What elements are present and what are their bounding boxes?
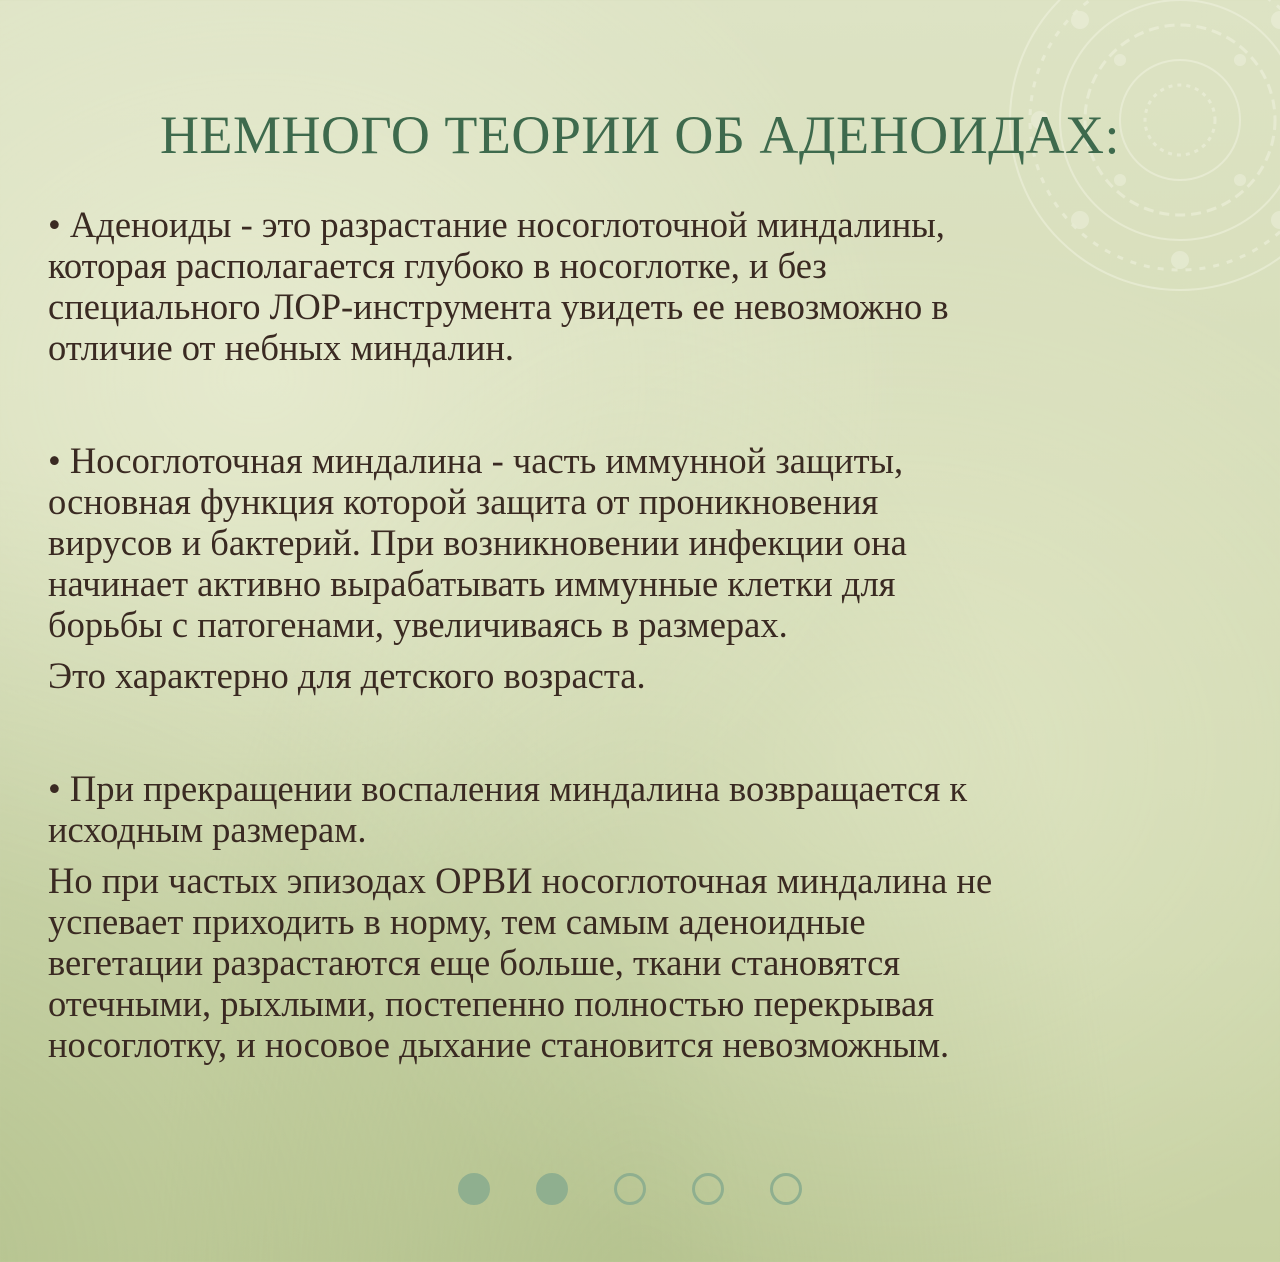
pagination-dot-3[interactable]	[614, 1173, 646, 1205]
text-line: исходным размерам.	[48, 809, 367, 850]
text-line: отличие от небных миндалин.	[48, 327, 515, 368]
text-line: основная функция которой защита от проникновения	[48, 481, 879, 522]
text-line: носоглотку, и носовое дыхание становится невозможным.	[48, 1024, 950, 1065]
text-line: Это характерно для детского возраста.	[48, 655, 646, 696]
carousel-pagination	[458, 1173, 802, 1205]
text-line: вирусов и бактерий. При возникновении инфекции она	[48, 522, 907, 563]
spacer	[48, 368, 1248, 440]
article-body	[48, 204, 1248, 1065]
pagination-dot-5[interactable]	[770, 1173, 802, 1205]
page-title: НЕМНОГО ТЕОРИИ ОБ АДЕНОИДАХ:	[159, 105, 1120, 165]
text-line: вегетации разрастаются еще больше, ткани становятся	[48, 942, 901, 983]
spacer	[48, 850, 1248, 860]
text-line: • При прекращении воспаления миндалина возвращается к	[48, 768, 968, 809]
paragraph-immune-function	[48, 440, 1248, 696]
text-line: • Носоглоточная миндалина - часть иммунной защиты,	[48, 440, 904, 481]
spacer	[48, 696, 1248, 768]
text-line: начинает активно вырабатывать иммунные клетки для	[48, 563, 896, 604]
pagination-dot-1[interactable]	[458, 1173, 490, 1205]
text-line: борьбы с патогенами, увеличиваясь в размерах.	[48, 604, 788, 645]
text-line: отечными, рыхлыми, постепенно полностью перекрывая	[48, 983, 934, 1024]
pagination-dot-4[interactable]	[692, 1173, 724, 1205]
text-line: Но при частых эпизодах ОРВИ носоглоточная миндалина не	[48, 860, 993, 901]
spacer	[48, 645, 1248, 655]
text-line: успевает приходить в норму, тем самым аденоидные	[48, 901, 866, 942]
pagination-dot-2[interactable]	[536, 1173, 568, 1205]
text-line: которая располагается глубоко в носоглотке, и без	[48, 245, 827, 286]
text-line: • Аденоиды - это разрастание носоглоточной миндалины,	[48, 204, 945, 245]
paragraph-inflammation	[48, 768, 1248, 1065]
text-line: специального ЛОР-инструмента увидеть ее невозможно в	[48, 286, 949, 327]
paragraph-adenoids-definition	[48, 204, 1248, 368]
